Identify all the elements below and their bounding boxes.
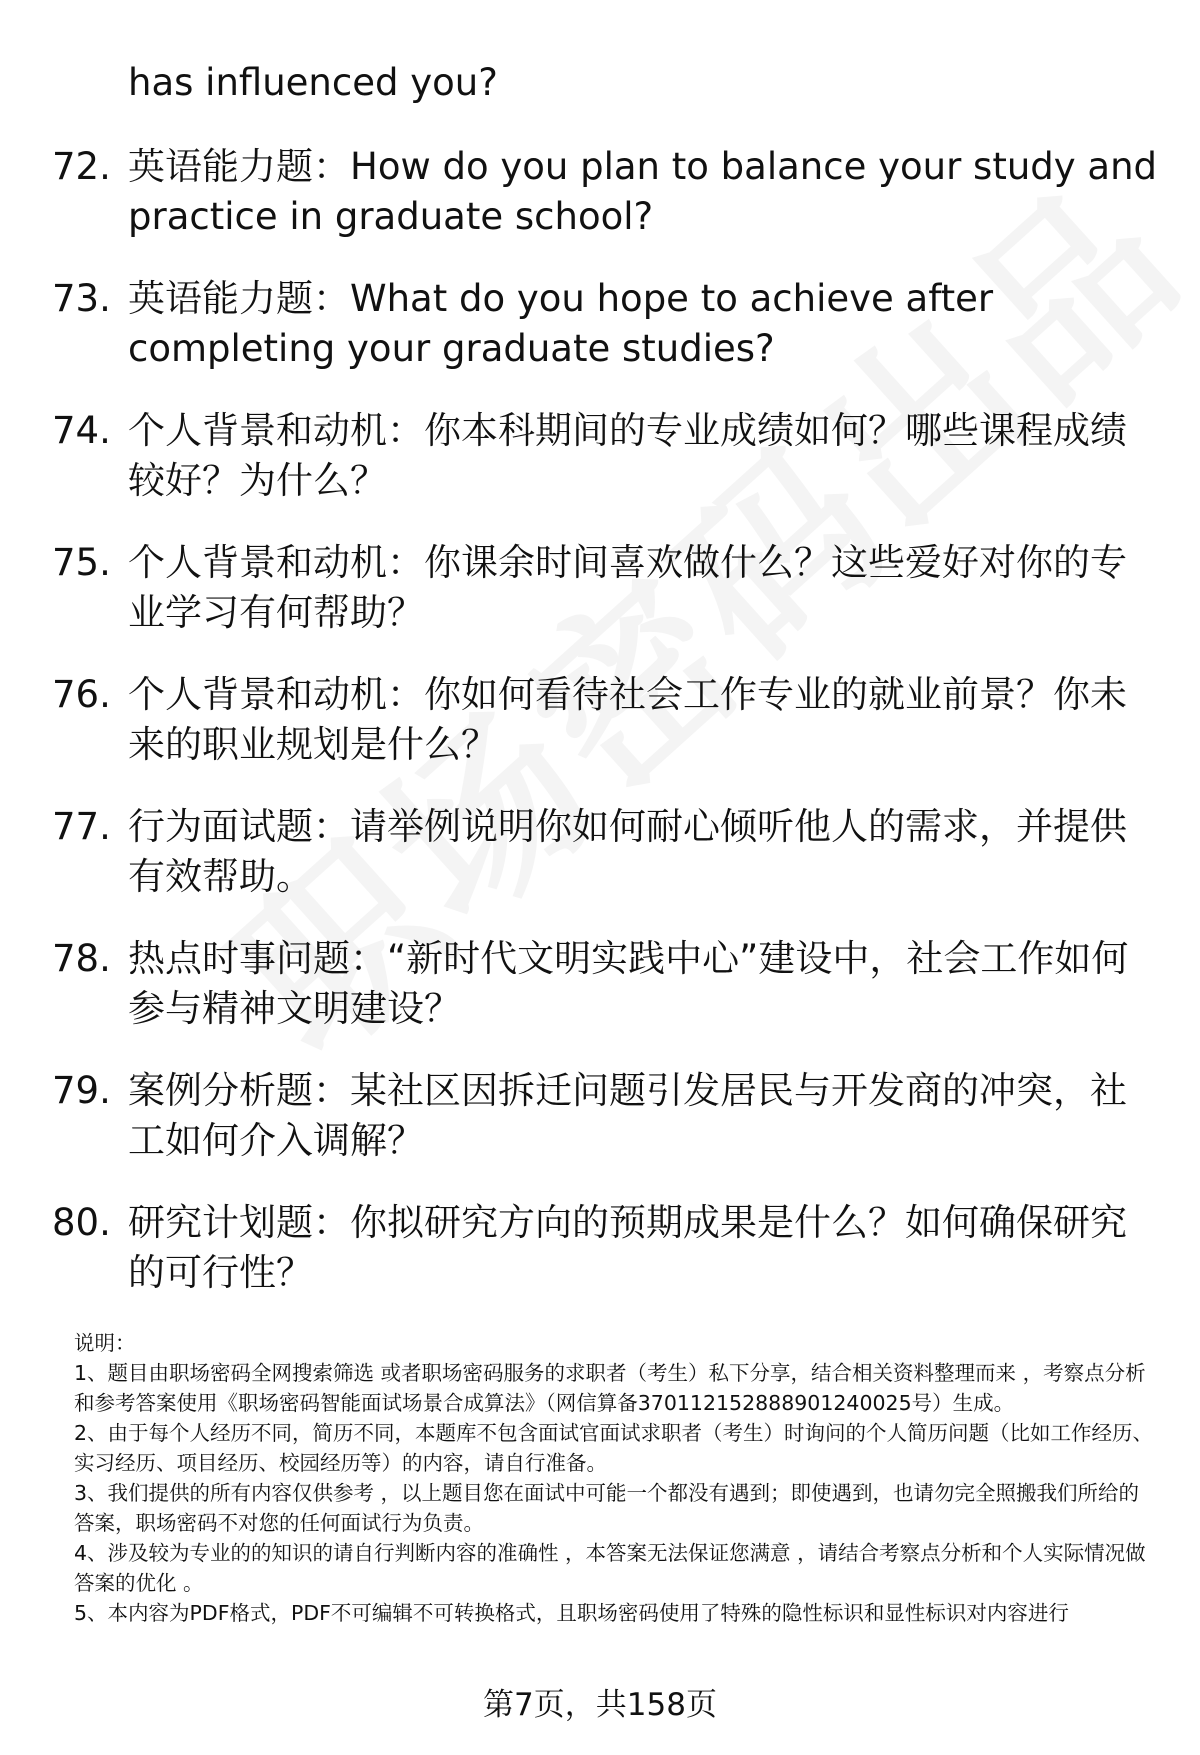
question-item (52, 538, 1162, 638)
question-text: 个人背景和动机：你本科期间的专业成绩如何？哪些课程成绩较好？为什么？ (128, 409, 1127, 502)
question-number: 76. (52, 673, 111, 716)
question-item (52, 934, 1162, 1034)
note-item: 2、由于每个人经历不同，简历不同，本题库不包含面试官面试求职者（考生）时询问的个人简历问题（比如工作经历、实习经历、项目经历、校园经历等）的内容，请自行准备。 (74, 1421, 1154, 1475)
question-item (52, 670, 1162, 770)
question-item (52, 802, 1162, 902)
question-number: 77. (52, 805, 111, 848)
question-text: 行为面试题：请举例说明你如何耐心倾听他人的需求，并提供有效帮助。 (128, 805, 1127, 898)
notes-section (74, 1328, 1154, 1628)
question-item (52, 142, 1162, 242)
question-text: 案例分析题：某社区因拆迁问题引发居民与开发商的冲突，社工如何介入调解？ (128, 1069, 1127, 1162)
question-text: 英语能力题：How do you plan to balance your study and practice in graduate school? (128, 145, 1158, 238)
notes-heading: 说明： (74, 1331, 136, 1355)
question-item (52, 1066, 1162, 1166)
question-text: 个人背景和动机：你如何看待社会工作专业的就业前景？你未来的职业规划是什么？ (128, 673, 1127, 766)
note-item: 3、我们提供的所有内容仅供参考 ，以上题目您在面试中可能一个都没有遇到；即使遇到，也请勿完全照搬我们所给的答案，职场密码不对您的任何面试行为负责。 (74, 1481, 1140, 1535)
question-number: 75. (52, 541, 111, 584)
note-item: 4、涉及较为专业的的知识的请自行判断内容的准确性 ，本答案无法保证您满意 ，请结合考察点分析和个人实际情况做答案的优化 。 (74, 1541, 1146, 1595)
question-text: 英语能力题：What do you hope to achieve after completing your graduate studies? (128, 277, 994, 370)
question-text: 研究计划题：你拟研究方向的预期成果是什么？如何确保研究的可行性？ (128, 1201, 1127, 1294)
question-number: 80. (52, 1201, 111, 1244)
note-item: 5、本内容为PDF格式，PDF不可编辑不可转换格式，且职场密码使用了特殊的隐性标识和显性标识对内容进行 (74, 1601, 1069, 1625)
question-text: 个人背景和动机：你课余时间喜欢做什么？这些爱好对你的专业学习有何帮助？ (128, 541, 1127, 634)
question-number: 78. (52, 937, 111, 980)
question-number: 74. (52, 409, 111, 452)
question-item (52, 274, 1162, 374)
question-text: 热点时事问题：“新时代文明实践中心”建设中，社会工作如何参与精神文明建设？ (128, 937, 1129, 1030)
question-continuation: has influenced you? (128, 61, 498, 104)
question-list (52, 142, 1162, 1330)
question-item (52, 1198, 1162, 1298)
question-number: 79. (52, 1069, 111, 1112)
question-number: 73. (52, 277, 111, 320)
question-number: 72. (52, 145, 111, 188)
page-number: 第7页，共158页 (483, 1687, 717, 1723)
note-item: 1、题目由职场密码全网搜索筛选 或者职场密码服务的求职者（考生）私下分享，结合相关资料整理而来 ，考察点分析和参考答案使用《职场密码智能面试场景合成算法》（网信算备370112152888901240025号）生成。 (74, 1361, 1146, 1415)
question-item (52, 406, 1162, 506)
